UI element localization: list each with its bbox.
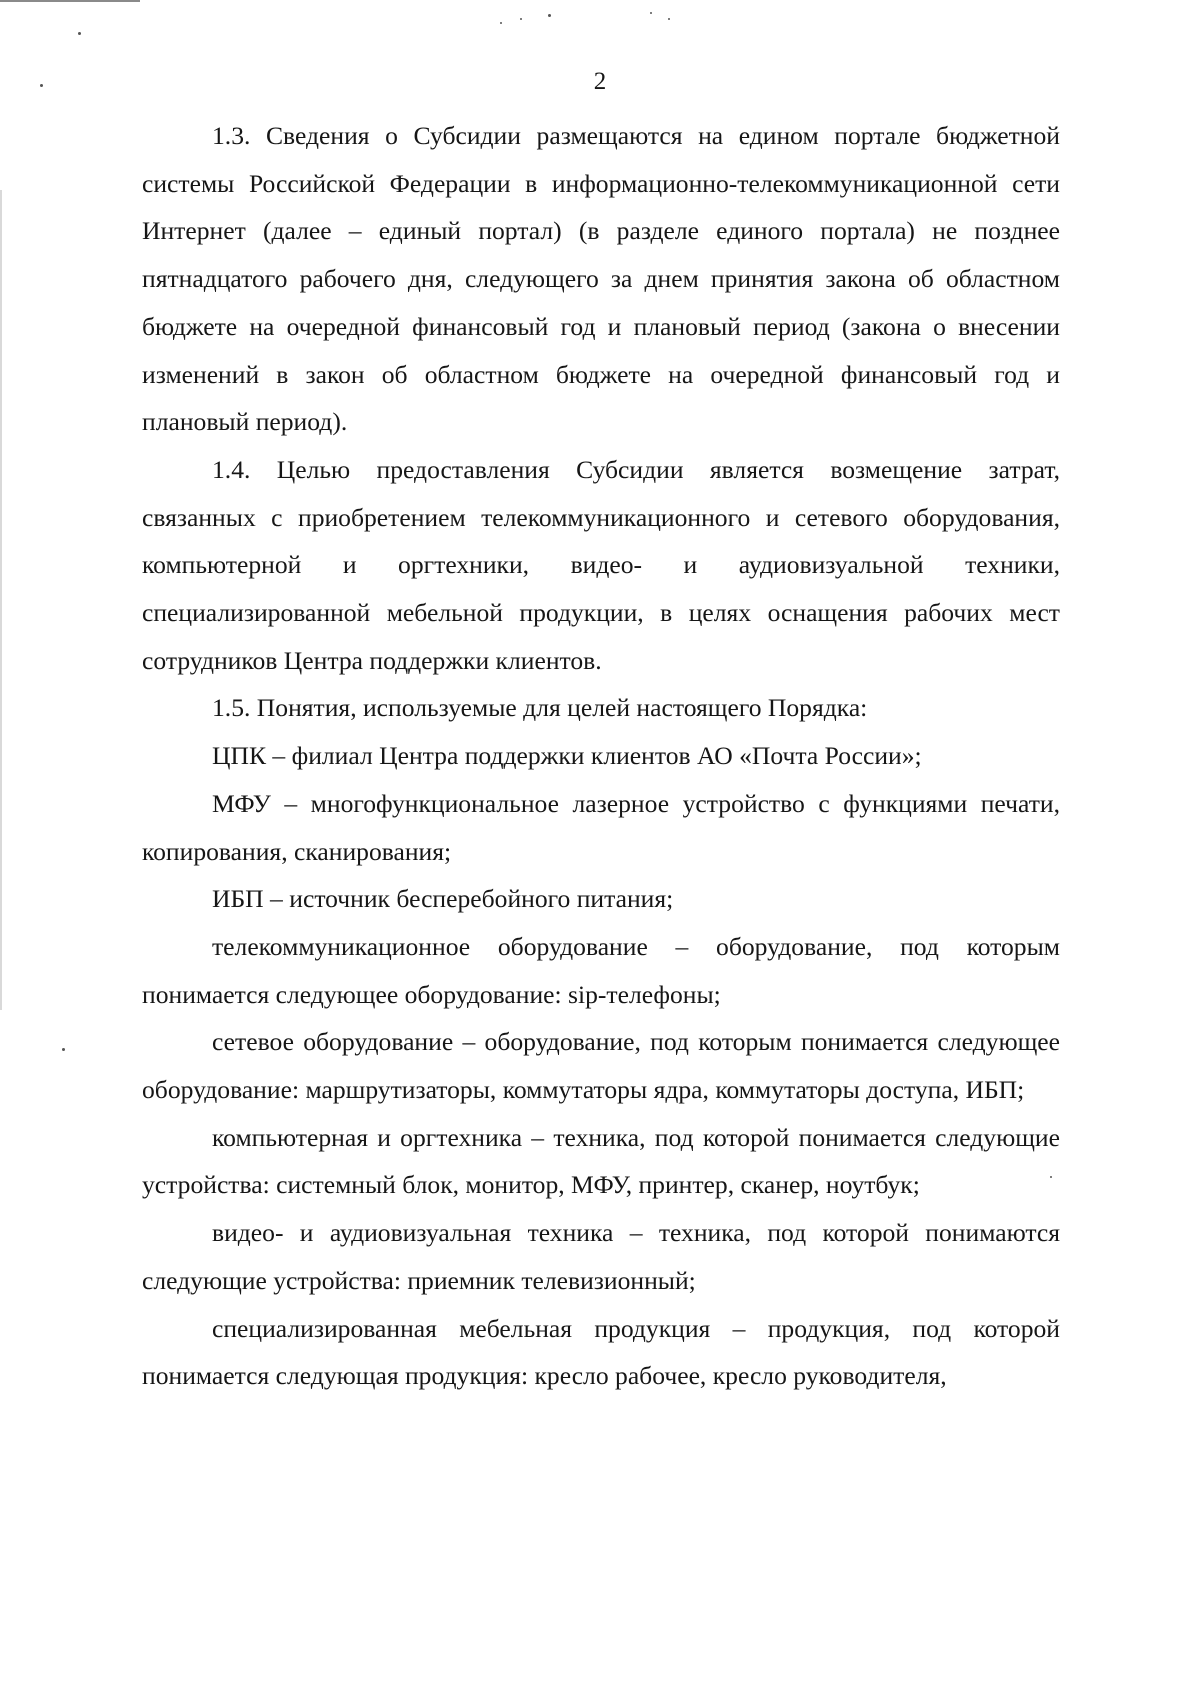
scan-edge-line [0,0,140,2]
scan-speck [78,32,81,35]
paragraph-1-4: 1.4. Целью предоставления Субсидии является возмещение затрат, связанных с приобретением телекоммуникационного и сетевого оборудования, компьютерной и оргтехники, видео- и аудиовизуальной техники, специализированной мебельной продукции, в целях оснащения рабочих мест сотрудников Центра поддержки клиентов. [142,454,1060,675]
scan-speck [520,18,522,20]
definition-cpk: ЦПК – филиал Центра поддержки клиентов АО «Почта России»; [212,741,922,771]
definition-network-equipment: сетевое оборудование – оборудование, под которым понимается следующее оборудование: маршрутизаторы, коммутаторы ядра, коммутаторы доступа, ИБП; [142,1027,1060,1105]
definition-mfu: МФУ – многофункциональное лазерное устройство с функциями печати, копирования, сканирования; [142,788,1060,866]
scan-speck [548,14,551,17]
definition-computer-equipment: компьютерная и оргтехника – техника, под которой понимается следующие устройства: системный блок, монитор, МФУ, принтер, сканер, ноутбук; [142,1122,1060,1200]
scan-speck [650,12,652,14]
definition-av-equipment: видео- и аудиовизуальная техника – техника, под которой понимаются следующие устройства: приемник телевизионный; [142,1218,1060,1295]
page-number: 2 [593,68,607,95]
scan-speck [668,18,670,20]
paragraph-1-5: 1.5. Понятия, используемые для целей настоящего Порядка: [212,693,868,723]
definition-telecom-equipment: телекоммуникационное оборудование – оборудование, под которым понимается следующее оборудование: sip-телефоны; [142,931,1060,1009]
scan-left-edge [0,190,2,1010]
scan-speck [62,1048,65,1051]
paragraph-1-3: 1.3. Сведения о Субсидии размещаются на едином портале бюджетной системы Российской Федерации в информационно-телекоммуникационной сети Интернет (далее – единый портал) (в разделе единого портала) не позднее пятнадцатого рабочего дня, следующего за днем принятия закона об областном бюджете на очередной финансовый год и плановый период (закона о внесении изменений в закон об областном бюджете на очередной финансовый год и плановый период). [142,121,1060,437]
definition-ibp: ИБП – источник бесперебойного питания; [212,884,674,914]
scan-speck [500,22,502,24]
definition-furniture: специализированная мебельная продукция – продукция, под которой понимается следующая продукция: кресло рабочее, кресло руководителя, [142,1313,1060,1391]
document-body [142,112,1060,1400]
